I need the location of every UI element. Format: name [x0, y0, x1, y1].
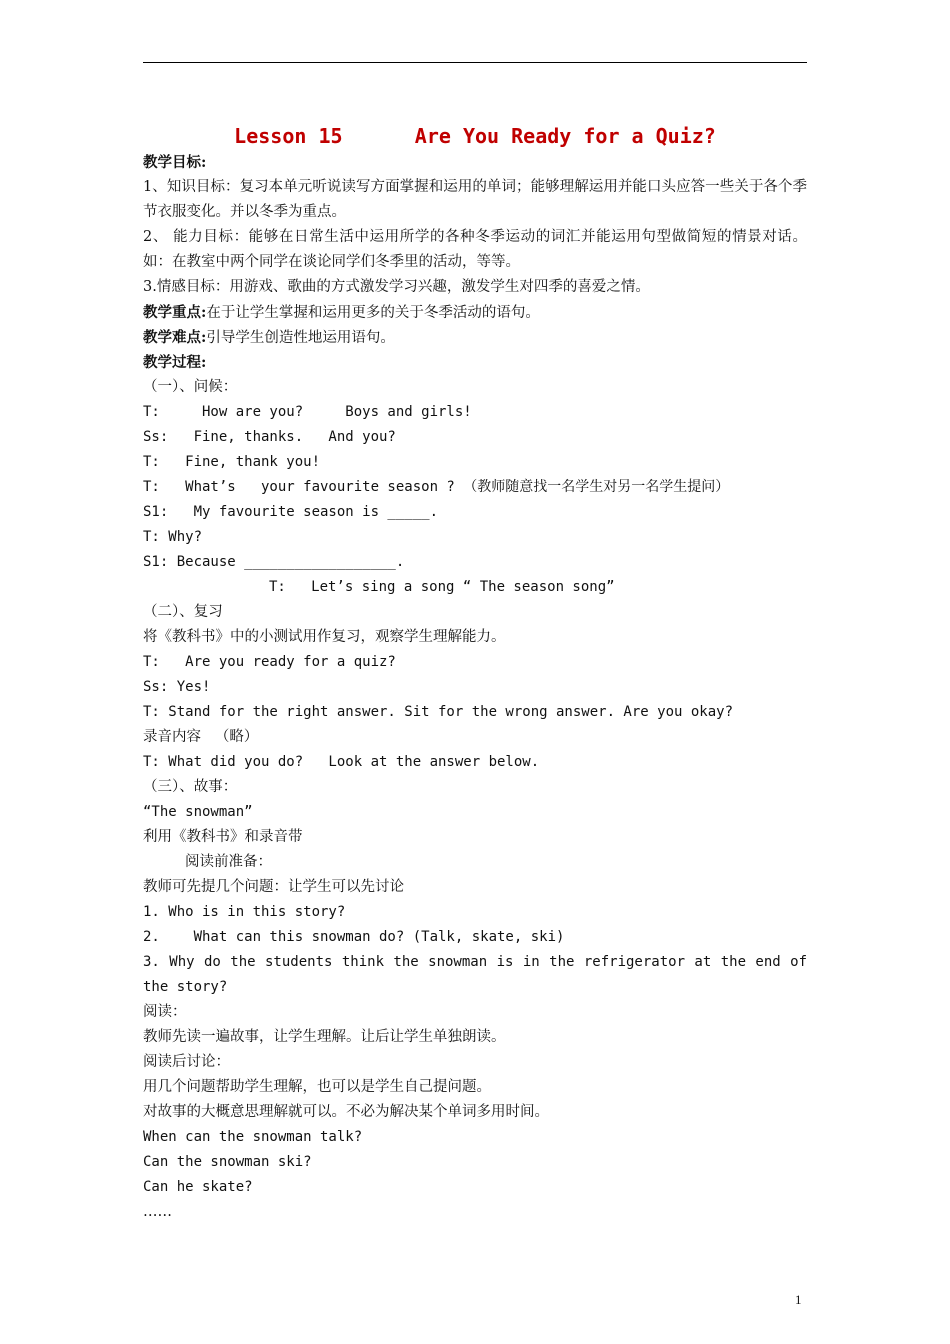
knowledge-objective: 1、知识目标：复习本单元听说读写方面掌握和运用的单词；能够理解运用并能口头应答一些关于各个季节衣服变化。并以冬季为重点。: [143, 179, 807, 220]
reading-instruction: 教师先读一遍故事，让学生理解。让后让学生单独朗读。: [143, 1029, 506, 1045]
lesson-title: Lesson 15 Are You Ready for a Quiz?: [234, 124, 716, 148]
reading-heading: 阅读：: [143, 1004, 187, 1020]
question-item: 3. Why do the students think the snowman is in the refrigerator at the end of the story?: [143, 954, 807, 995]
story-title: “The snowman”: [143, 804, 253, 820]
discussion-question: When can the snowman talk?: [143, 1129, 363, 1145]
section-review-heading: （二）、复习: [143, 604, 223, 620]
dialogue-line: T: Let’s sing a song “ The season song”: [269, 579, 615, 595]
lesson-body: [143, 150, 807, 1225]
story-materials: 利用《教科书》和录音带: [143, 829, 303, 845]
difficulties: [143, 325, 807, 350]
section-story-heading: （三）、故事：: [143, 779, 238, 795]
difficulties-text: 引导学生创造性地运用语句。: [206, 330, 395, 346]
ability-objective: 2、 能力目标：能够在日常生活中运用所学的各种冬季运动的词汇并能运用句型做简短的情景对话。如：在教室中两个同学在谈论同学们冬季里的活动，等等。: [143, 229, 807, 270]
key-points-text: 在于让学生掌握和运用更多的关于冬季活动的语句。: [206, 305, 540, 321]
teaching-objectives-heading: 教学目标:: [143, 154, 207, 171]
discussion-question: Can the snowman ski?: [143, 1154, 312, 1170]
pre-reading-instruction: 教师可先提几个问题：让学生可以先讨论: [143, 879, 404, 895]
dialogue-line: T: Are you ready for a quiz?: [143, 654, 396, 670]
ellipsis: ……: [143, 1204, 172, 1220]
pre-reading-heading: 阅读前准备：: [185, 854, 272, 870]
post-reading-instruction: 用几个问题帮助学生理解，也可以是学生自己提问题。: [143, 1079, 491, 1095]
key-points-label: 教学重点:: [143, 304, 207, 321]
emotion-objective: 3.情感目标：用游戏、歌曲的方式激发学习兴趣，激发学生对四季的喜爱之情。: [143, 279, 650, 295]
dialogue-line: T: What’s your favourite season ? （教师随意找一名学生对另一名学生提问）: [143, 479, 730, 495]
recording-note: 录音内容 （略）: [143, 729, 259, 745]
dialogue-line: T: Stand for the right answer. Sit for the wrong answer. Are you okay?: [143, 704, 734, 720]
key-points: [143, 300, 807, 325]
dialogue-line: S1: My favourite season is _____.: [143, 504, 439, 520]
dialogue-line: Ss: Yes!: [143, 679, 211, 695]
dialogue-line: T: Fine, thank you!: [143, 454, 321, 470]
dialogue-line: T: Why?: [143, 529, 203, 545]
review-instruction: 将《教科书》中的小测试用作复习，观察学生理解能力。: [143, 629, 506, 645]
page-number: 1: [795, 1292, 802, 1307]
teaching-process-heading: 教学过程:: [143, 354, 207, 371]
question-item: 2. What can this snowman do? (Talk, skate, ski): [143, 929, 565, 945]
header-rule: [143, 62, 807, 63]
question-item: 1. Who is in this story?: [143, 904, 346, 920]
dialogue-line: Ss: Fine, thanks. And you?: [143, 429, 396, 445]
discussion-question: Can he skate?: [143, 1179, 253, 1195]
post-reading-heading: 阅读后讨论：: [143, 1054, 230, 1070]
difficulties-label: 教学难点:: [143, 329, 207, 346]
dialogue-line: T: What did you do? Look at the answer below.: [143, 754, 540, 770]
section-greeting-heading: （一）、问候：: [143, 379, 238, 395]
dialogue-line: T: How are you? Boys and girls!: [143, 404, 472, 420]
post-reading-note: 对故事的大概意思理解就可以。不必为解决某个单词多用时间。: [143, 1104, 549, 1120]
dialogue-line: S1: Because __________________.: [143, 554, 405, 570]
